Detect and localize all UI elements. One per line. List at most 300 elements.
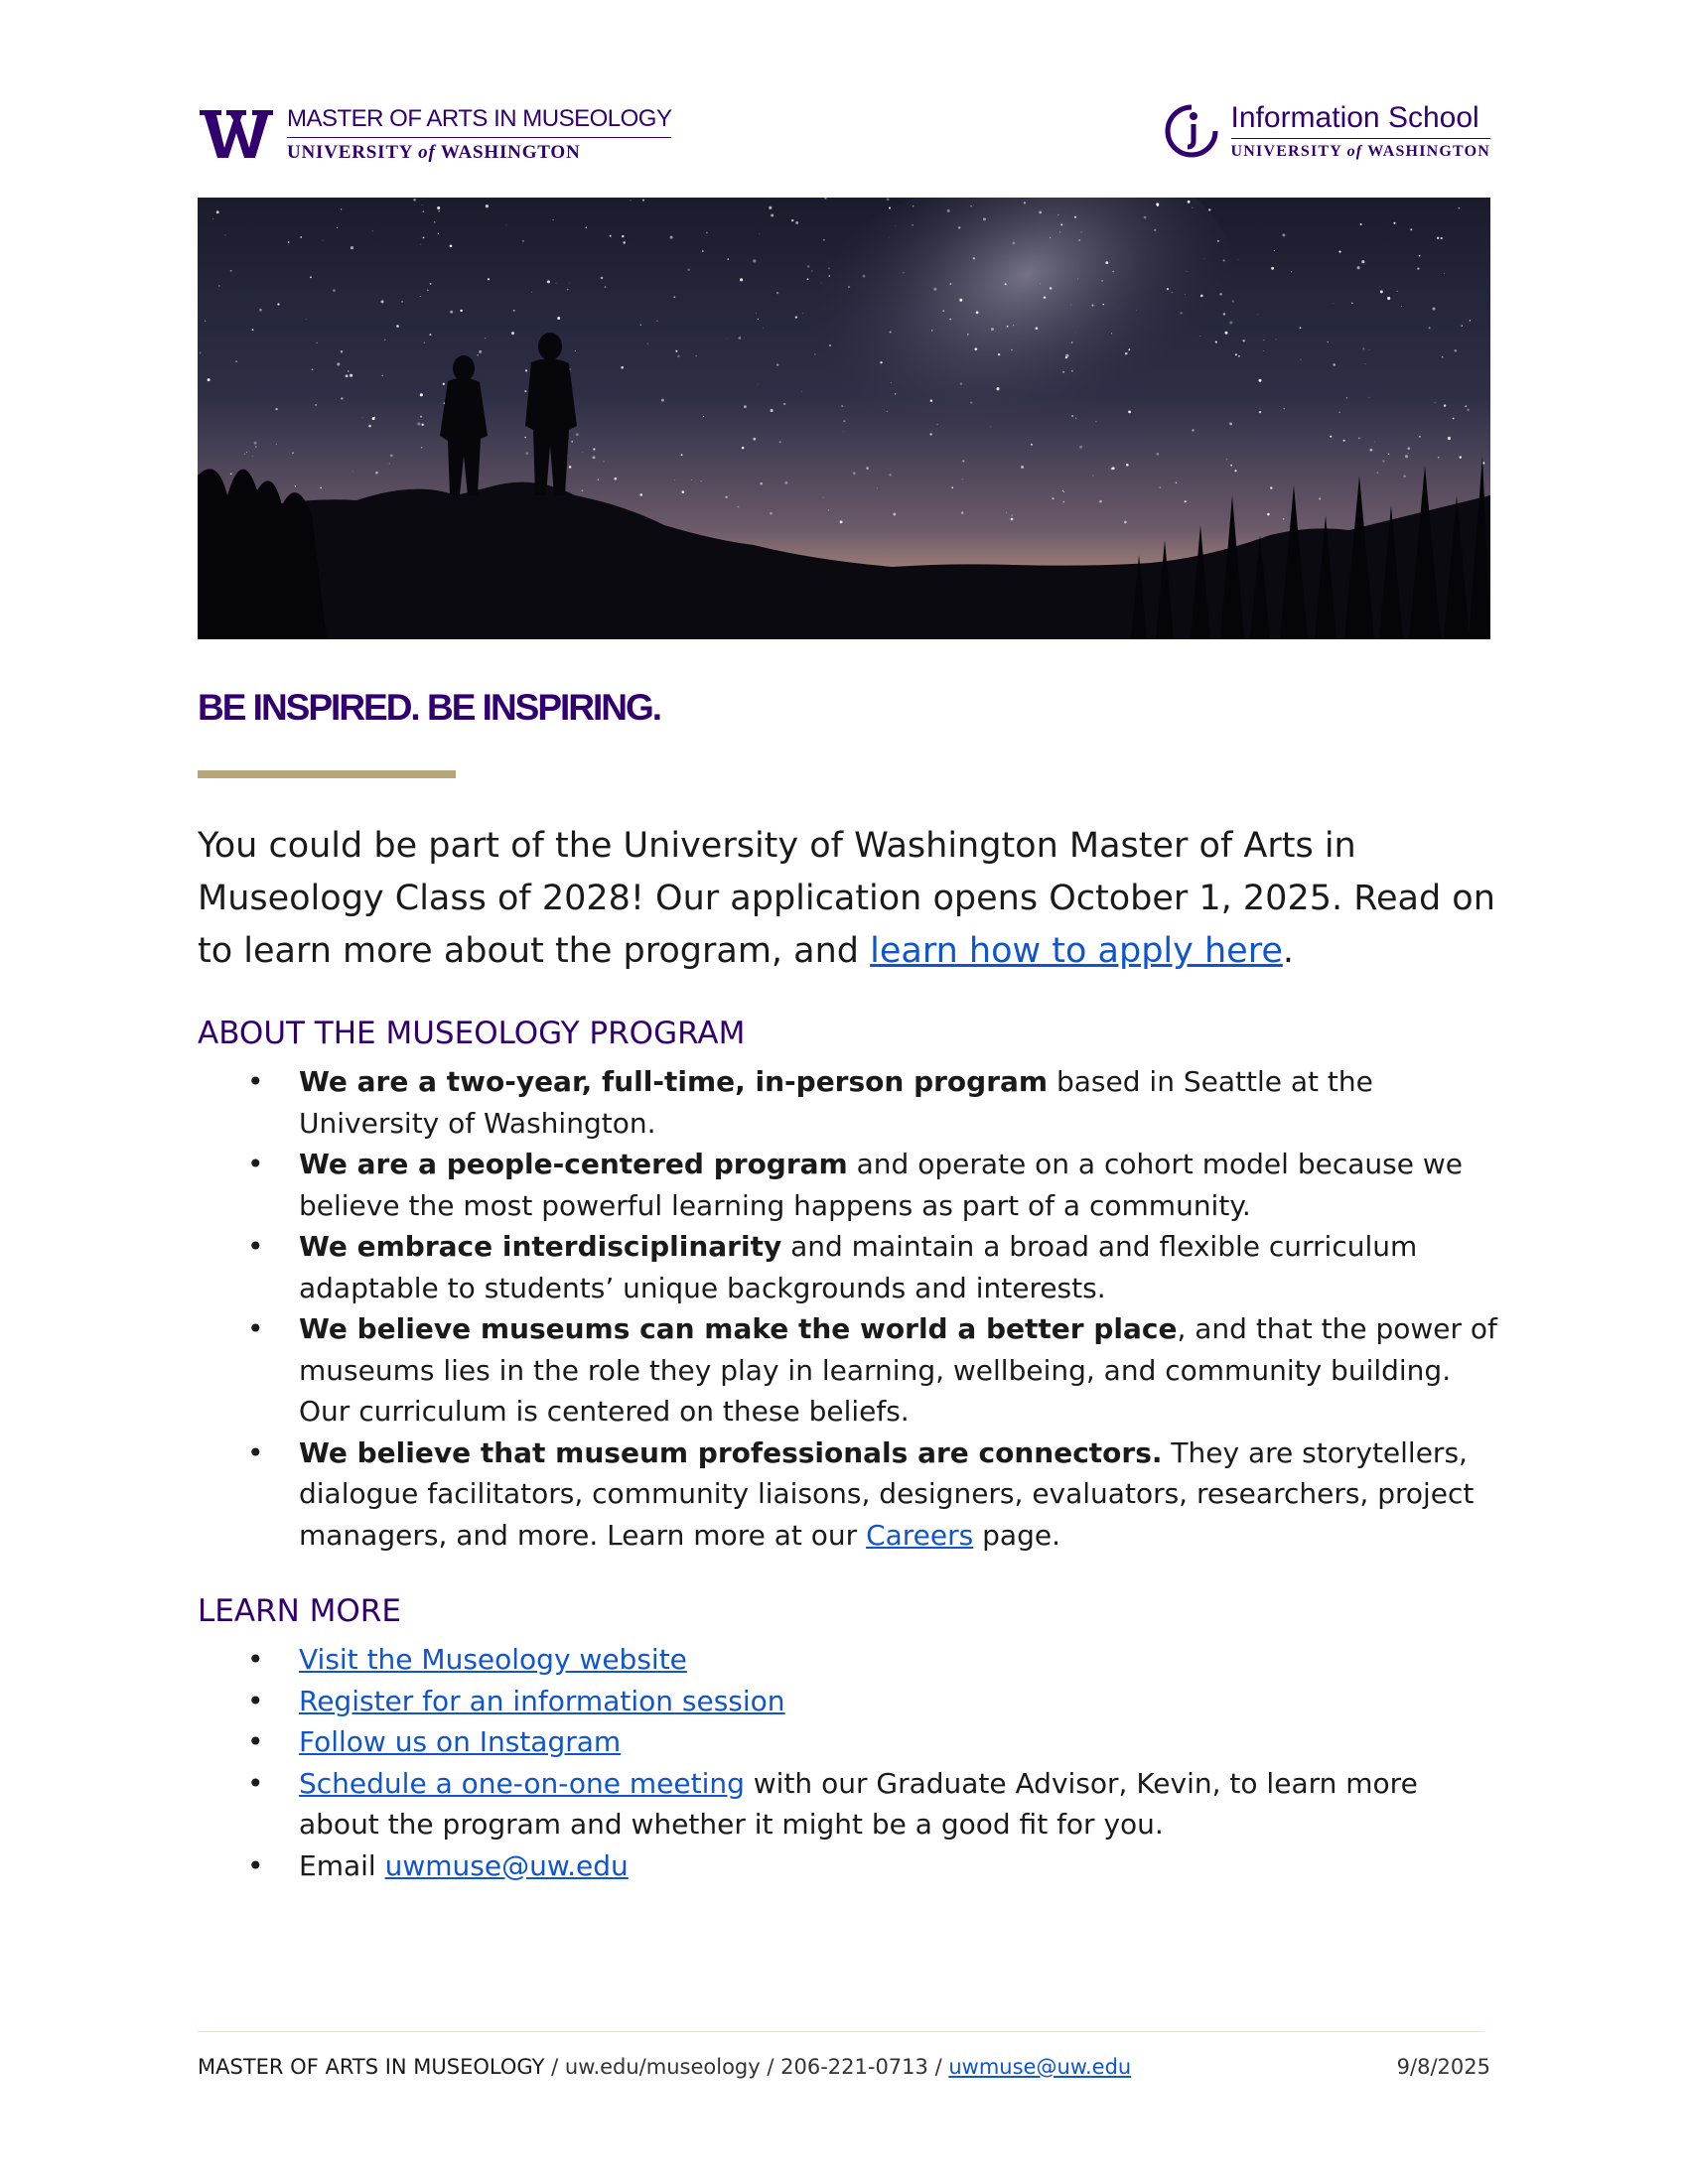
star: [1333, 363, 1336, 366]
star: [656, 321, 657, 322]
star: [1057, 214, 1058, 215]
star: [889, 474, 891, 476]
star: [438, 210, 439, 211]
footer-site: uw.edu/museology: [564, 2055, 761, 2079]
star: [962, 478, 963, 479]
star: [739, 337, 742, 340]
star: [776, 363, 778, 365]
star: [771, 409, 774, 412]
star: [351, 246, 353, 249]
star: [976, 311, 979, 314]
star: [323, 240, 324, 241]
star: [1185, 294, 1186, 295]
info-session-link[interactable]: Register for an information session: [299, 1684, 785, 1717]
footer-contact: MASTER OF ARTS IN MUSEOLOGY / uw.edu/museology / 206-221-0713 / uwmuse@uw.edu: [198, 2055, 1132, 2079]
star: [866, 467, 869, 470]
star: [1441, 237, 1443, 239]
star: [828, 509, 829, 510]
star: [341, 350, 344, 353]
star: [877, 487, 878, 488]
star: [1081, 231, 1082, 232]
star: [1259, 411, 1261, 413]
star: [556, 283, 557, 284]
star: [1238, 259, 1239, 260]
star: [958, 226, 960, 228]
star: [423, 237, 425, 239]
star: [348, 370, 350, 372]
star: [1180, 312, 1182, 314]
list-item: • We believe museums can make the world a better place, and that the power of museums lies in the role they play in learning, wellbeing, and community building. Our curriculum is centered on these beliefs.: [198, 1308, 1500, 1433]
star: [1095, 421, 1096, 422]
star: [670, 236, 673, 239]
intro-paragraph: You could be part of the University of Washington Master of Arts in Museology Class of 2028! Our application opens October 1, 2025. Read on to learn more about the program, and learn how to apply here.: [198, 826, 1495, 971]
star: [1338, 411, 1340, 413]
star: [277, 303, 279, 305]
star: [1343, 440, 1345, 442]
star: [1200, 295, 1203, 298]
star: [1062, 501, 1064, 503]
star: [417, 423, 420, 426]
star: [1263, 340, 1264, 341]
star: [673, 296, 675, 298]
star: [1453, 418, 1455, 420]
star: [255, 447, 256, 448]
star: [930, 399, 932, 401]
star: [478, 354, 479, 355]
star: [276, 444, 277, 445]
bullet-icon: •: [247, 1848, 264, 1882]
star: [622, 235, 624, 237]
star: [1118, 309, 1119, 310]
list-item: • We believe that museum professionals are connectors. They are storytellers, dialogue facilitators, community liaisons, designers, evaluators, researchers, project managers, and more. Learn more at our Careers page.: [198, 1433, 1500, 1557]
star: [784, 481, 787, 484]
star: [1105, 261, 1108, 264]
star: [1455, 349, 1458, 352]
star: [1171, 292, 1172, 293]
star: [801, 391, 802, 392]
star: [341, 208, 342, 209]
star: [937, 424, 938, 425]
star: [674, 479, 675, 480]
star: [569, 466, 572, 469]
star: [1062, 371, 1064, 373]
star: [1403, 475, 1405, 477]
star: [610, 235, 612, 237]
star: [1050, 287, 1053, 290]
star: [1232, 300, 1234, 302]
star: [1274, 250, 1275, 251]
star: [1192, 207, 1193, 208]
star: [961, 511, 964, 514]
star: [1200, 336, 1201, 337]
bullet-icon: •: [247, 1065, 264, 1098]
star: [1238, 355, 1240, 357]
star: [647, 342, 648, 343]
star: [1011, 349, 1012, 350]
star: [823, 239, 825, 241]
star: [1419, 436, 1421, 438]
bullet-icon: •: [247, 1643, 264, 1676]
star: [216, 210, 219, 213]
night-sky-illustration: [198, 198, 1490, 639]
star: [571, 441, 573, 443]
star: [1243, 340, 1245, 341]
star: [346, 374, 349, 377]
star: [1144, 216, 1147, 219]
footer-email-link[interactable]: uwmuse@uw.edu: [948, 2055, 1132, 2079]
star: [1070, 305, 1071, 306]
star: [1111, 333, 1112, 334]
star: [1128, 411, 1131, 414]
star: [401, 301, 403, 303]
star: [427, 290, 428, 291]
star: [569, 283, 570, 284]
star: [760, 482, 763, 485]
star: [1358, 437, 1360, 439]
star: [443, 383, 445, 385]
star: [1284, 408, 1285, 409]
star: [1429, 327, 1431, 329]
star: [621, 366, 624, 369]
star: [438, 233, 439, 234]
star: [1388, 454, 1390, 456]
star: [1283, 518, 1284, 519]
star: [337, 227, 338, 228]
star: [1188, 201, 1191, 204]
star: [795, 221, 798, 224]
star: [1024, 202, 1026, 204]
star: [783, 403, 785, 405]
star: [828, 267, 830, 269]
star: [576, 433, 579, 436]
star: [1092, 476, 1093, 477]
star: [758, 384, 759, 385]
star: [1258, 314, 1259, 315]
star: [814, 354, 815, 355]
list-item: • We are a people-centered program and operate on a cohort model because we believe the most powerful learning happens as part of a community.: [198, 1144, 1500, 1226]
star: [779, 441, 781, 443]
star: [1387, 297, 1390, 300]
ischool-university-name: UNIVERSITY of WASHINGTON: [1230, 143, 1490, 160]
star: [1011, 518, 1014, 521]
star: [315, 404, 317, 406]
star: [450, 245, 453, 248]
star: [949, 283, 951, 285]
footer-divider: [198, 2031, 1484, 2032]
star: [706, 231, 708, 233]
star: [486, 205, 489, 207]
star: [823, 497, 824, 498]
star: [1005, 283, 1007, 285]
footer-program: MASTER OF ARTS IN MUSEOLOGY: [198, 2055, 545, 2079]
star: [421, 447, 422, 448]
star: [1382, 460, 1384, 462]
star: [422, 210, 424, 212]
gold-divider: [198, 770, 456, 778]
star: [1465, 405, 1467, 407]
star: [557, 317, 560, 320]
star: [1365, 363, 1366, 364]
footer-date: 9/8/2025: [1396, 2055, 1490, 2079]
email-link[interactable]: uwmuse@uw.edu: [384, 1848, 629, 1882]
star: [524, 437, 525, 438]
star: [947, 209, 950, 212]
star: [681, 454, 683, 456]
star: [771, 214, 774, 217]
star: [1154, 229, 1156, 231]
star: [727, 258, 729, 260]
bullet-icon: •: [247, 1766, 264, 1800]
star: [1044, 296, 1046, 298]
star: [389, 463, 390, 464]
star: [1229, 321, 1232, 324]
museology-website-link[interactable]: Visit the Museology website: [299, 1643, 687, 1676]
star: [420, 244, 421, 245]
star: [1230, 465, 1232, 467]
museology-logo[interactable]: [198, 103, 671, 165]
ischool-name: Information School: [1231, 101, 1490, 139]
star: [429, 334, 431, 336]
star: [586, 226, 588, 228]
list-item: • Email uwmuse@uw.edu: [198, 1845, 1500, 1887]
star: [375, 472, 378, 475]
apply-link[interactable]: learn how to apply here: [870, 931, 1283, 971]
star: [1011, 514, 1012, 515]
star: [1235, 353, 1237, 355]
bullet-icon: •: [247, 1684, 264, 1717]
star: [1219, 293, 1221, 295]
star: [374, 417, 375, 418]
star: [828, 275, 829, 276]
ischool-logo-icon: [1164, 103, 1219, 159]
star: [841, 405, 843, 407]
star: [601, 277, 604, 280]
star: [1112, 271, 1113, 272]
star: [1448, 437, 1451, 440]
star: [1229, 422, 1232, 425]
star: [687, 268, 689, 270]
star: [848, 286, 850, 288]
star: [603, 461, 604, 462]
star: [1007, 326, 1009, 328]
star: [791, 219, 793, 221]
star: [887, 198, 890, 201]
star: [1330, 436, 1332, 438]
headline: BE INSPIRED. BE INSPIRING.: [198, 687, 661, 728]
star: [1226, 459, 1227, 460]
star: [753, 438, 756, 441]
star: [1442, 356, 1444, 358]
star: [230, 473, 232, 475]
star: [420, 296, 421, 297]
star: [962, 460, 964, 462]
star: [205, 321, 207, 323]
star: [1360, 223, 1362, 225]
star: [1071, 415, 1073, 417]
star: [1444, 273, 1445, 274]
star: [368, 425, 371, 428]
star: [677, 355, 679, 357]
star: [1380, 290, 1383, 293]
star: [1444, 404, 1446, 406]
star: [929, 433, 931, 435]
star: [742, 447, 744, 449]
star: [1079, 446, 1082, 449]
star: [605, 286, 606, 287]
star: [1346, 397, 1347, 398]
star: [744, 405, 747, 408]
star: [1270, 486, 1272, 488]
star: [970, 205, 972, 207]
star: [1234, 470, 1236, 472]
star: [306, 319, 307, 320]
star: [230, 270, 232, 272]
star: [970, 402, 972, 404]
star: [623, 241, 626, 244]
star: [413, 199, 416, 202]
star: [1467, 409, 1469, 411]
star: [288, 241, 289, 242]
star: [531, 292, 532, 293]
star: [759, 233, 760, 234]
star: [1405, 455, 1408, 458]
star: [341, 397, 343, 399]
star: [880, 361, 882, 363]
star: [1417, 267, 1419, 269]
star: [807, 265, 810, 268]
star: [1225, 332, 1228, 335]
star: [829, 344, 831, 346]
star: [422, 424, 424, 426]
star: [1369, 349, 1370, 350]
star: [1040, 283, 1041, 284]
star: [485, 338, 486, 339]
star: [675, 350, 677, 352]
star: [1459, 207, 1461, 209]
star: [244, 454, 245, 455]
about-list: [198, 1061, 1500, 1556]
star: [1291, 271, 1292, 272]
star: [887, 411, 888, 412]
about-heading: ABOUT THE MUSEOLOGY PROGRAM: [198, 1016, 746, 1051]
star: [396, 325, 399, 328]
star: [895, 393, 896, 394]
star: [1300, 327, 1302, 329]
star: [1407, 447, 1410, 450]
star: [1203, 258, 1204, 259]
star: [1091, 305, 1093, 307]
star: [526, 452, 529, 455]
logo-university-name: UNIVERSITY of WASHINGTON: [287, 141, 581, 163]
star: [246, 452, 247, 453]
information-school-logo[interactable]: [1164, 99, 1490, 163]
star: [212, 218, 213, 219]
star: [951, 486, 953, 488]
star: [912, 224, 914, 226]
star: [1370, 449, 1373, 452]
star: [974, 347, 977, 350]
star: [1438, 457, 1440, 459]
star: [1077, 279, 1078, 280]
star: [1013, 325, 1014, 326]
star: [889, 237, 890, 238]
star: [642, 200, 644, 202]
star: [1223, 313, 1225, 315]
star: [1176, 481, 1178, 483]
star: [1031, 444, 1033, 446]
star: [983, 217, 986, 220]
learn-more-heading: LEARN MORE: [198, 1593, 401, 1629]
star: [1362, 347, 1364, 349]
star: [1039, 210, 1042, 213]
star: [312, 368, 314, 370]
star: [1075, 418, 1076, 419]
star: [553, 219, 554, 220]
star: [843, 431, 844, 432]
star: [896, 225, 897, 226]
intro-text: You could be part of the University of Washington Master of Arts in Museology Class of 2028! Our application opens October 1, 2025. Read on to learn more about the program, and: [198, 826, 1495, 971]
star: [598, 478, 599, 479]
star: [1062, 490, 1063, 491]
star: [522, 240, 524, 242]
instagram-link[interactable]: Follow us on Instagram: [299, 1725, 622, 1758]
star: [1157, 453, 1160, 456]
star: [259, 309, 262, 312]
star: [488, 278, 490, 280]
star: [758, 319, 759, 320]
star: [218, 285, 219, 286]
star: [1192, 429, 1194, 431]
star: [840, 520, 843, 523]
star: [1271, 267, 1274, 270]
star: [776, 292, 778, 294]
star: [913, 205, 914, 206]
star: [681, 490, 684, 493]
list-item: • Schedule a one-on-one meeting with our Graduate Advisor, Kevin, to learn more about the program and whether it might be a good fit for you.: [198, 1763, 1500, 1845]
star: [582, 452, 583, 453]
star: [1036, 327, 1039, 330]
star: [1125, 352, 1128, 355]
schedule-meeting-link[interactable]: Schedule a one-on-one meeting: [299, 1766, 745, 1800]
bullet-icon: •: [247, 1148, 264, 1180]
star: [763, 328, 764, 329]
star: [506, 224, 507, 225]
star: [770, 512, 773, 515]
star: [1333, 303, 1334, 304]
star: [843, 420, 845, 422]
star: [631, 200, 632, 201]
star: [1393, 222, 1395, 224]
star: [430, 283, 432, 285]
star: [1050, 237, 1051, 238]
star: [795, 316, 797, 318]
footer: [198, 2055, 1490, 2079]
star: [337, 362, 340, 365]
list-item: • We are a two-year, full-time, in-person program based in Seattle at the University of Washington.: [198, 1061, 1500, 1144]
star: [224, 234, 225, 235]
bullet-icon: •: [247, 1435, 264, 1469]
star: [893, 513, 896, 516]
star: [252, 329, 254, 331]
careers-link[interactable]: Careers: [866, 1518, 974, 1552]
star: [996, 387, 999, 390]
star: [511, 332, 514, 335]
star: [295, 485, 296, 486]
star: [1157, 205, 1159, 206]
star: [942, 310, 944, 312]
star: [1013, 242, 1016, 245]
star: [744, 338, 745, 339]
